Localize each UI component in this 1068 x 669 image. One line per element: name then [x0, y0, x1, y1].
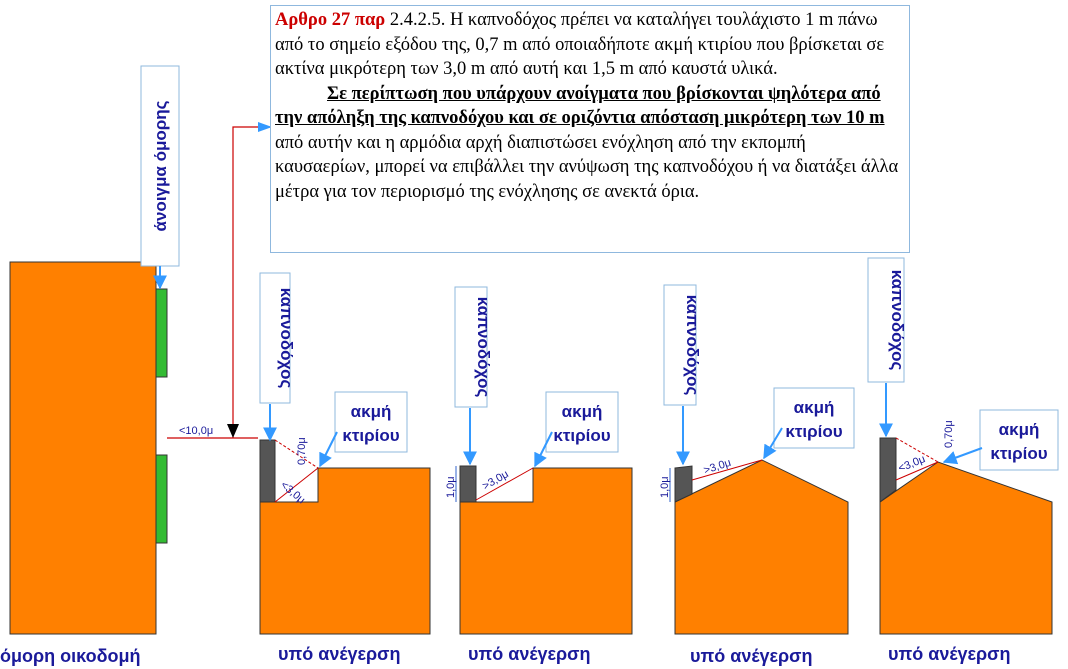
edge-label-2a: ακμή	[561, 402, 603, 421]
dist-1-label-3: 1,0μ	[659, 476, 671, 498]
dist-3-label-3: >3,0μ	[702, 456, 733, 477]
edge-label-3a: ακμή	[793, 398, 835, 417]
article-reference: Αρθρο 27 παρ	[275, 10, 386, 30]
regulation-note	[270, 5, 910, 253]
caption-building-2: υπό ανέγερση	[468, 644, 591, 664]
edge-label-4b: κτιρίου	[990, 444, 1048, 463]
chimney-label-2: καπνοδόχος	[474, 296, 493, 398]
building-4	[868, 258, 1058, 634]
dist-070-label-1: 0,70μ	[296, 437, 308, 465]
caption-building-3: υπό ανέγερση	[690, 646, 813, 666]
chimney-label-4: καπνοδόχος	[888, 269, 907, 371]
opening-label-box	[141, 66, 179, 288]
edge-label-4a: ακμή	[998, 420, 1040, 439]
dist-10-label: <10,0μ	[179, 425, 214, 437]
edge-label-3b: κτιρίου	[785, 422, 843, 441]
chimney-label-1: καπνοδόχος	[277, 287, 296, 389]
note-pointer	[167, 122, 272, 438]
chimney-label-3: καπνοδόχος	[683, 294, 702, 396]
caption-building-1: υπό ανέγερση	[278, 644, 401, 664]
edge-label-2b: κτιρίου	[553, 426, 611, 445]
building-2	[445, 287, 632, 634]
neighbor-building	[10, 262, 167, 634]
building-1	[260, 273, 430, 634]
note-paragraph-2-bold: Σε περίπτωση που υπάρχουν ανοίγματα που βρίσκονται ψηλότερα από την απόληξη της καπνοδόχου και σε οριζόντια απόσταση μικρότερη των 10 m	[275, 83, 885, 128]
building-3	[659, 285, 854, 634]
dist-3-label-2: >3,0μ	[480, 468, 511, 493]
dist-3-lt-label-4: <3,0μ	[896, 453, 928, 475]
note-paragraph-1: 2.4.2.5. Η καπνοδόχος πρέπει να καταλήγει τουλάχιστο 1 m πάνω από το σημείο εξόδου της, 0,7 m από οποιαδήποτε ακμή κτιρίου που βρίσκεται σε ακτίνα μικρότερη των 3,0 m από αυτή και 1,5 m από καυστά υλικά.	[275, 10, 885, 79]
edge-label-1b: κτιρίου	[342, 426, 400, 445]
dist-070-label-4: 0,70μ	[943, 420, 955, 448]
lower-opening	[156, 455, 167, 543]
opening-label: άνοιγμα όμορης	[151, 100, 170, 232]
edge-label-1a: ακμή	[350, 402, 392, 421]
upper-opening	[156, 289, 167, 377]
dist-1-label-2: 1,0μ	[445, 476, 457, 498]
caption-neighbor: όμορη οικοδομή	[0, 646, 141, 666]
note-paragraph-2-rest: από αυτήν και η αρμόδια αρχή διαπιστώσει ενόχληση από την εκπομπή καυσαερίων, μπορεί να επιβάλλει την ανύψωση της καπνοδόχου ή να διατάξει άλλα μέτρα για τον περιορισμό της ενόχλησης σε ανεκτά όρια.	[275, 132, 899, 202]
caption-building-4: υπό ανέγερση	[888, 644, 1011, 664]
dist-3-lt-label-1: <3,0μ	[278, 479, 308, 507]
